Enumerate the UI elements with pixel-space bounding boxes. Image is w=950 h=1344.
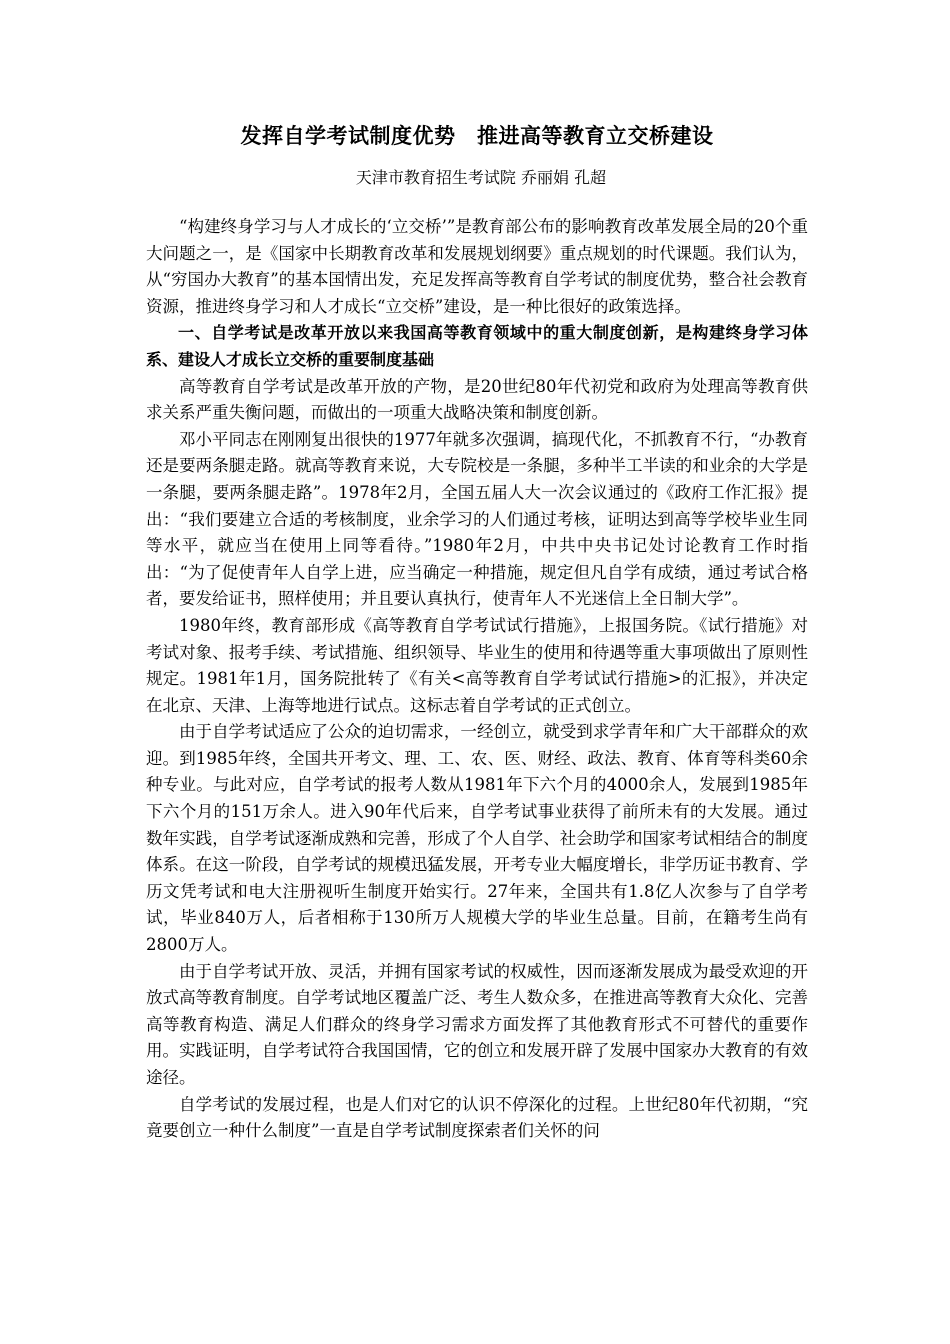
- document-page: [146, 120, 808, 1145]
- body-paragraph: 1980年终，教育部形成《高等教育自学考试试行措施》，上报国务院。《试行措施》对考试对象、报考手续、考试措施、组织领导、毕业生的使用和待遇等重大事项做出了原则性规定。1981年1月，国务院批转了《有关<高等教育自学考试试行措施>的汇报》，并决定在北京、天津、上海等地进行试点。这标志着自学考试的正式创立。: [146, 615, 808, 715]
- body-paragraph: 自学考试的发展过程，也是人们对它的认识不停深化的过程。上世纪80年代初期，“究竟要创立一种什么制度”一直是自学考试制度探索者们关怀的问: [146, 1094, 808, 1141]
- body-paragraph: 由于自学考试适应了公众的迫切需求，一经创立，就受到求学青年和广大干部群众的欢迎。到1985年终，全国共开考文、理、工、农、医、财经、政法、教育、体育等科类60余种专业。与此对应，自学考试的报考人数从1981年下六个月的4000余人，发展到1985年下六个月的151万余人。进入90年代后来，自学考试事业获得了前所未有的大发展。通过数年实践，自学考试逐渐成熟和完善，形成了个人自学、社会助学和国家考试相结合的制度体系。在这一阶段，自学考试的规模迅猛发展，开考专业大幅度增长，非学历证书教育、学历文凭考试和电大注册视听生制度开始实行。27年来，全国共有1.8亿人次参与了自学考试，毕业840万人，后者相称于130所万人规模大学的毕业生总量。目前，在籍考生尚有2800万人。: [146, 722, 808, 955]
- body-paragraph: 高等教育自学考试是改革开放的产物，是20世纪80年代初党和政府为处理高等教育供求关系严重失衡问题，而做出的一项重大战略决策和制度创新。: [146, 376, 808, 423]
- section-heading: 一、自学考试是改革开放以来我国高等教育领域中的重大制度创新，是构建终身学习体系、建设人才成长立交桥的重要制度基础: [146, 323, 808, 369]
- intro-paragraph: “构建终身学习与人才成长的‘立交桥’”是教育部公布的影响教育改革发展全局的20个重大问题之一，是《国家中长期教育改革和发展规划纲要》重点规划的时代课题。我们认为，从“穷国办大教育”的基本国情出发，充足发挥高等教育自学考试的制度优势，整合社会教育资源，推进终身学习和人才成长“立交桥”建设，是一种比很好的政策选择。: [146, 217, 808, 316]
- document-title: 发挥自学考试制度优势 推进高等教育立交桥建设: [240, 124, 714, 148]
- body-paragraph: 邓小平同志在刚刚复出很快的1977年就多次强调，搞现代化，不抓教育不行，“办教育还是要两条腿走路。就高等教育来说，大专院校是一条腿，多种半工半读的和业余的大学是一条腿，要两条腿走路”。1978年2月，全国五届人大一次会议通过的《政府工作汇报》提出：“我们要建立合适的考核制度，业余学习的人们通过考核，证明达到高等学校毕业生同等水平，就应当在使用上同等看待。”1980年2月，中共中央书记处讨论教育工作时指出：“为了促使青年人自学上进，应当确定一种措施，规定但凡自学有成绩，通过考试合格者，要发给证书，照样使用；并且要认真执行，使青年人不光迷信上全日制大学”。: [146, 429, 808, 609]
- author-byline: 天津市教育招生考试院 乔丽娟 孔超: [355, 168, 607, 187]
- body-paragraph: 由于自学考试开放、灵活，并拥有国家考试的权威性，因而逐渐发展成为最受欢迎的开放式高等教育制度。自学考试地区覆盖广泛、考生人数众多，在推进高等教育大众化、完善高等教育构造、满足人们群众的终身学习需求方面发挥了其他教育形式不可替代的重要作用。实践证明，自学考试符合我国国情，它的创立和发展开辟了发展中国家办大教育的有效途径。: [146, 961, 808, 1087]
- document-body: [146, 214, 808, 1145]
